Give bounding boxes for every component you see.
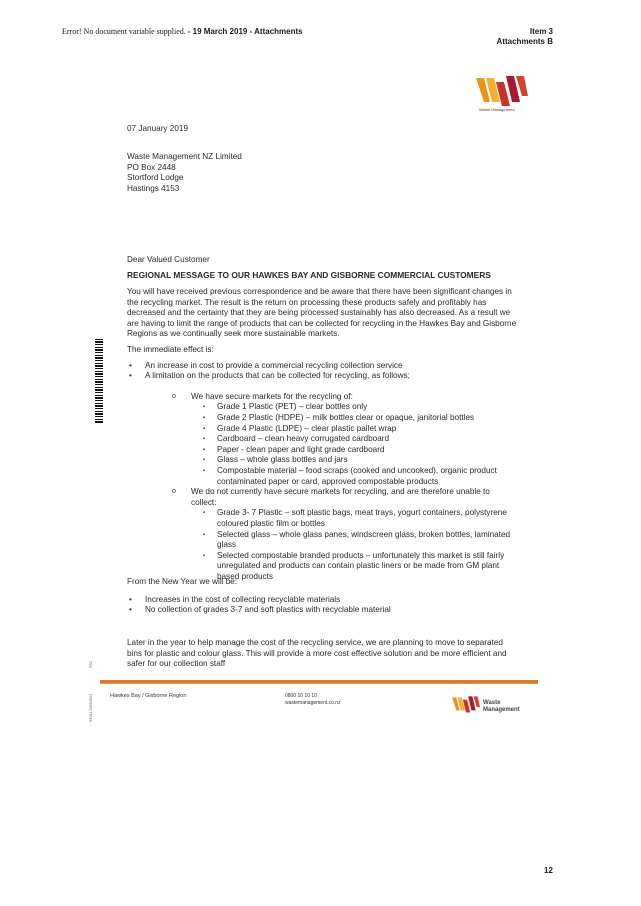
list-item: ▪ Selected compostable branded products – unfortunately this market is still fairly unregulated and products can contain plastic liners or be made from GM plant based products — [203, 551, 512, 583]
footer-logo-word: Waste — [483, 700, 501, 706]
footer-contact — [285, 693, 341, 707]
list-item: ▪ Grade 2 Plastic (HDPE) – milk bottles clear or opaque, janitorial bottles — [203, 413, 512, 424]
header-right — [497, 27, 553, 47]
list-item: • Increases in the cost of collecting recyclable materials — [127, 595, 517, 606]
address-line: Stortford Lodge — [127, 173, 184, 183]
footer-region: Hawkes Bay / Gisborne Region — [110, 693, 187, 699]
footer-logo-icon — [451, 694, 481, 716]
effects-list — [127, 361, 517, 382]
closing-paragraph: Later in the year to help manage the cost of the recycling service, we are planning to move to separated bins for plastic and colour glass. This will provide a more cost effective solution and be more efficient and safer for our collection staff — [127, 638, 507, 669]
item-label: Item 3 — [529, 27, 553, 36]
newyear-section — [127, 577, 517, 616]
side-code: R02 — [88, 660, 93, 668]
list-item: ▪ Cardboard – clean heavy corrugated cardboard — [203, 434, 512, 445]
newyear-heading: From the New Year we will be: — [127, 577, 238, 586]
greeting: Dear Valued Customer — [127, 255, 210, 264]
error-text: Error! No document variable supplied. — [62, 27, 186, 36]
side-code: 9991170964001 — [88, 693, 93, 722]
subject-heading: REGIONAL MESSAGE TO OUR HAWKES BAY AND GISBORNE COMMERCIAL CUSTOMERS — [127, 270, 491, 280]
effects-section — [127, 345, 517, 582]
letter-date: 07 January 2019 — [127, 124, 188, 133]
list-item: ▪ Paper - clean paper and light grade cardboard — [203, 445, 512, 456]
footer-logo-text — [483, 700, 520, 714]
address-line: Waste Management NZ Limited — [127, 152, 242, 161]
list-item: • An increase in cost to provide a commercial recycling collection service — [127, 361, 517, 372]
attachments-label: Attachments B — [496, 37, 553, 46]
page-number: 12 — [544, 866, 553, 875]
unsecure-heading: o We do not currently have secure markets for recycling, and are therefore unable to collect: — [172, 487, 512, 508]
list-item: • No collection of grades 3-7 and soft plastics with recyclable material — [127, 605, 517, 616]
secure-heading: o We have secure markets for the recycling of: — [172, 392, 512, 403]
newyear-list — [127, 595, 517, 616]
logo-caption: Waste Management — [479, 107, 515, 112]
secure-list — [203, 402, 512, 487]
list-item: ▪ Grade 1 Plastic (PET) – clear bottles only — [203, 402, 512, 413]
unsecure-list — [203, 508, 512, 582]
list-item: ▪ Selected glass – whole glass panes, windscreen glass, broken bottles, laminated glass — [203, 530, 512, 551]
list-item: ▪ Compostable material – food scraps (cooked and uncooked), organic product contaminated paper or card, approved compostable products — [203, 466, 512, 487]
list-item: ▪ Grade 3- 7 Plastic – soft plastic bags, meat trays, yogurt containers, polystyrene coloured plastic film or bottles — [203, 508, 512, 529]
list-item: • A limitation on the products that can be collected for recycling, as follows; — [127, 371, 517, 382]
footer-phone: 0800 10 10 10 — [285, 693, 317, 699]
waste-management-logo — [474, 72, 530, 112]
address-line: Hastings 4153 — [127, 183, 180, 193]
footer-website: wastemanagement.co.nz — [285, 700, 341, 706]
intro-paragraph: You will have received previous correspondence and be aware that there have been significant changes in the recycling market. The result is the return on processing these products safely and profitably has decreased and the certainty that they are being processed sustainably has also decreased. As a result we are having to limit the range of products that can be collected for recycling in the Hawkes Bay and Gisborne Regions as we continually seek more sustainable markets. — [127, 287, 517, 339]
address-block — [127, 152, 242, 194]
address-line: PO Box 2448 — [127, 162, 176, 172]
list-item: ▪ Glass – whole glass bottles and jars — [203, 455, 512, 466]
footer-divider-accent — [100, 683, 538, 684]
header-date: - 19 March 2019 - Attachments — [187, 27, 303, 36]
list-item: ▪ Grade 4 Plastic (LDPE) – clear plastic pallet wrap — [203, 424, 512, 435]
header-left — [62, 27, 303, 36]
effects-heading: The immediate effect is: — [127, 345, 214, 354]
barcode — [95, 339, 103, 424]
footer-logo-word: Management — [483, 707, 520, 713]
